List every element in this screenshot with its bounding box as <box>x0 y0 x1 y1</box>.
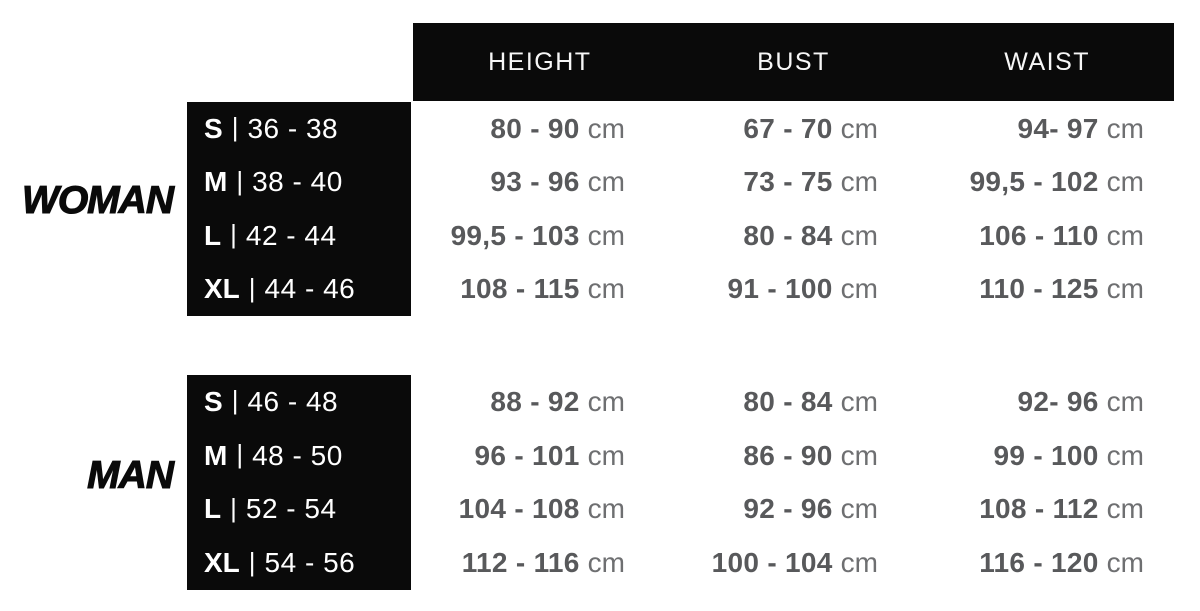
cell-woman-s-height <box>413 102 667 156</box>
size-separator: | <box>248 546 256 577</box>
unit-label: cm <box>1106 385 1144 417</box>
size-letter: M <box>204 166 228 198</box>
measure-value: 104 - 108 <box>458 493 580 525</box>
section-label-man: MAN <box>87 454 173 497</box>
data-grid-woman <box>413 102 1175 316</box>
size-separator: | <box>231 385 239 416</box>
size-row-man-l <box>187 483 411 537</box>
size-letter: S <box>204 385 223 417</box>
measure-value: 100 - 104 <box>711 547 833 579</box>
cell-man-m-height <box>413 429 667 483</box>
unit-label: cm <box>587 219 625 251</box>
cell-man-xl-waist <box>921 536 1175 590</box>
cell-man-s-bust <box>667 375 921 429</box>
cell-man-xl-height <box>413 536 667 590</box>
measure-value: 108 - 115 <box>460 273 580 305</box>
section-label-woman: WOMAN <box>22 179 173 222</box>
cell-man-m-waist <box>921 429 1175 483</box>
unit-label: cm <box>1106 112 1144 144</box>
unit-label: cm <box>587 112 625 144</box>
size-separator: | <box>231 112 239 143</box>
column-header-waist: WAIST <box>1004 47 1091 76</box>
cell-man-xl-bust <box>667 536 921 590</box>
size-row-man-xl <box>187 536 411 590</box>
cell-woman-xl-bust <box>667 263 921 317</box>
cell-woman-l-bust <box>667 209 921 263</box>
measure-value: 94- 97 <box>1017 112 1099 144</box>
measure-value: 80 - 90 <box>490 112 580 144</box>
measure-value: 110 - 125 <box>979 273 1099 305</box>
unit-label: cm <box>840 439 878 471</box>
measure-value: 91 - 100 <box>727 273 833 305</box>
size-letter: XL <box>204 273 240 305</box>
size-letter: XL <box>204 547 240 579</box>
size-range: 44 - 46 <box>264 273 356 305</box>
size-range: 48 - 50 <box>252 439 343 471</box>
size-row-woman-l <box>187 209 411 263</box>
cell-woman-xl-height <box>413 263 667 317</box>
size-row-man-m <box>187 429 411 483</box>
cell-woman-l-height <box>413 209 667 263</box>
size-separator: | <box>248 272 256 303</box>
measure-value: 112 - 116 <box>461 547 580 579</box>
unit-label: cm <box>1106 547 1144 579</box>
size-row-man-s <box>187 375 411 429</box>
cell-man-s-height <box>413 375 667 429</box>
unit-label: cm <box>587 166 625 198</box>
cell-man-l-height <box>413 483 667 537</box>
measure-value: 99 - 100 <box>993 439 1099 471</box>
measure-value: 93 - 96 <box>490 166 580 198</box>
measure-value: 96 - 101 <box>474 439 580 471</box>
size-letter: L <box>204 493 222 525</box>
cell-woman-m-bust <box>667 156 921 210</box>
cell-woman-l-waist <box>921 209 1175 263</box>
measure-value: 80 - 84 <box>743 219 833 251</box>
measure-value: 86 - 90 <box>743 439 833 471</box>
unit-label: cm <box>1106 273 1144 305</box>
measure-value: 99,5 - 102 <box>969 166 1099 198</box>
cell-man-l-bust <box>667 483 921 537</box>
measure-value: 92 - 96 <box>743 493 833 525</box>
measure-value: 80 - 84 <box>743 385 833 417</box>
size-range: 38 - 40 <box>252 166 343 198</box>
cell-woman-xl-waist <box>921 263 1175 317</box>
size-range: 52 - 54 <box>245 493 337 525</box>
size-row-woman-s <box>187 102 411 156</box>
measure-value: 92- 96 <box>1017 385 1099 417</box>
measure-value: 106 - 110 <box>979 219 1099 251</box>
unit-label: cm <box>840 385 878 417</box>
measure-value: 116 - 120 <box>979 547 1099 579</box>
unit-label: cm <box>840 112 878 144</box>
unit-label: cm <box>840 166 878 198</box>
cell-man-s-waist <box>921 375 1175 429</box>
size-separator: | <box>230 492 237 523</box>
unit-label: cm <box>1106 439 1144 471</box>
unit-label: cm <box>1106 219 1144 251</box>
unit-label: cm <box>1106 493 1144 525</box>
unit-label: cm <box>587 493 625 525</box>
column-header-bust: BUST <box>757 47 830 76</box>
unit-label: cm <box>587 547 625 579</box>
unit-label: cm <box>587 273 625 305</box>
size-row-woman-xl <box>187 263 411 317</box>
measure-value: 67 - 70 <box>743 112 833 144</box>
measure-value: 88 - 92 <box>490 385 580 417</box>
cell-man-m-bust <box>667 429 921 483</box>
unit-label: cm <box>1106 166 1144 198</box>
size-separator: | <box>236 439 244 470</box>
unit-label: cm <box>840 273 878 305</box>
size-range: 54 - 56 <box>264 547 356 579</box>
size-range: 46 - 48 <box>247 385 339 417</box>
size-letter: M <box>204 439 228 471</box>
measure-value: 73 - 75 <box>743 166 833 198</box>
size-separator: | <box>230 219 237 250</box>
cell-woman-s-waist <box>921 102 1175 156</box>
cell-woman-m-height <box>413 156 667 210</box>
unit-label: cm <box>587 385 625 417</box>
unit-label: cm <box>840 493 878 525</box>
size-range: 42 - 44 <box>245 219 337 251</box>
size-block-man <box>187 375 411 590</box>
unit-label: cm <box>840 219 878 251</box>
size-range: 36 - 38 <box>247 112 339 144</box>
measure-value: 108 - 112 <box>979 493 1099 525</box>
table-header-bar <box>413 23 1174 101</box>
cell-woman-m-waist <box>921 156 1175 210</box>
unit-label: cm <box>587 439 625 471</box>
measure-value: 99,5 - 103 <box>450 219 580 251</box>
size-block-woman <box>187 102 411 316</box>
unit-label: cm <box>840 547 878 579</box>
size-letter: S <box>204 112 223 144</box>
cell-man-l-waist <box>921 483 1175 537</box>
size-letter: L <box>204 219 222 251</box>
cell-woman-s-bust <box>667 102 921 156</box>
size-row-woman-m <box>187 156 411 210</box>
column-header-height: HEIGHT <box>488 47 592 76</box>
size-separator: | <box>236 165 244 196</box>
data-grid-man <box>413 375 1175 590</box>
